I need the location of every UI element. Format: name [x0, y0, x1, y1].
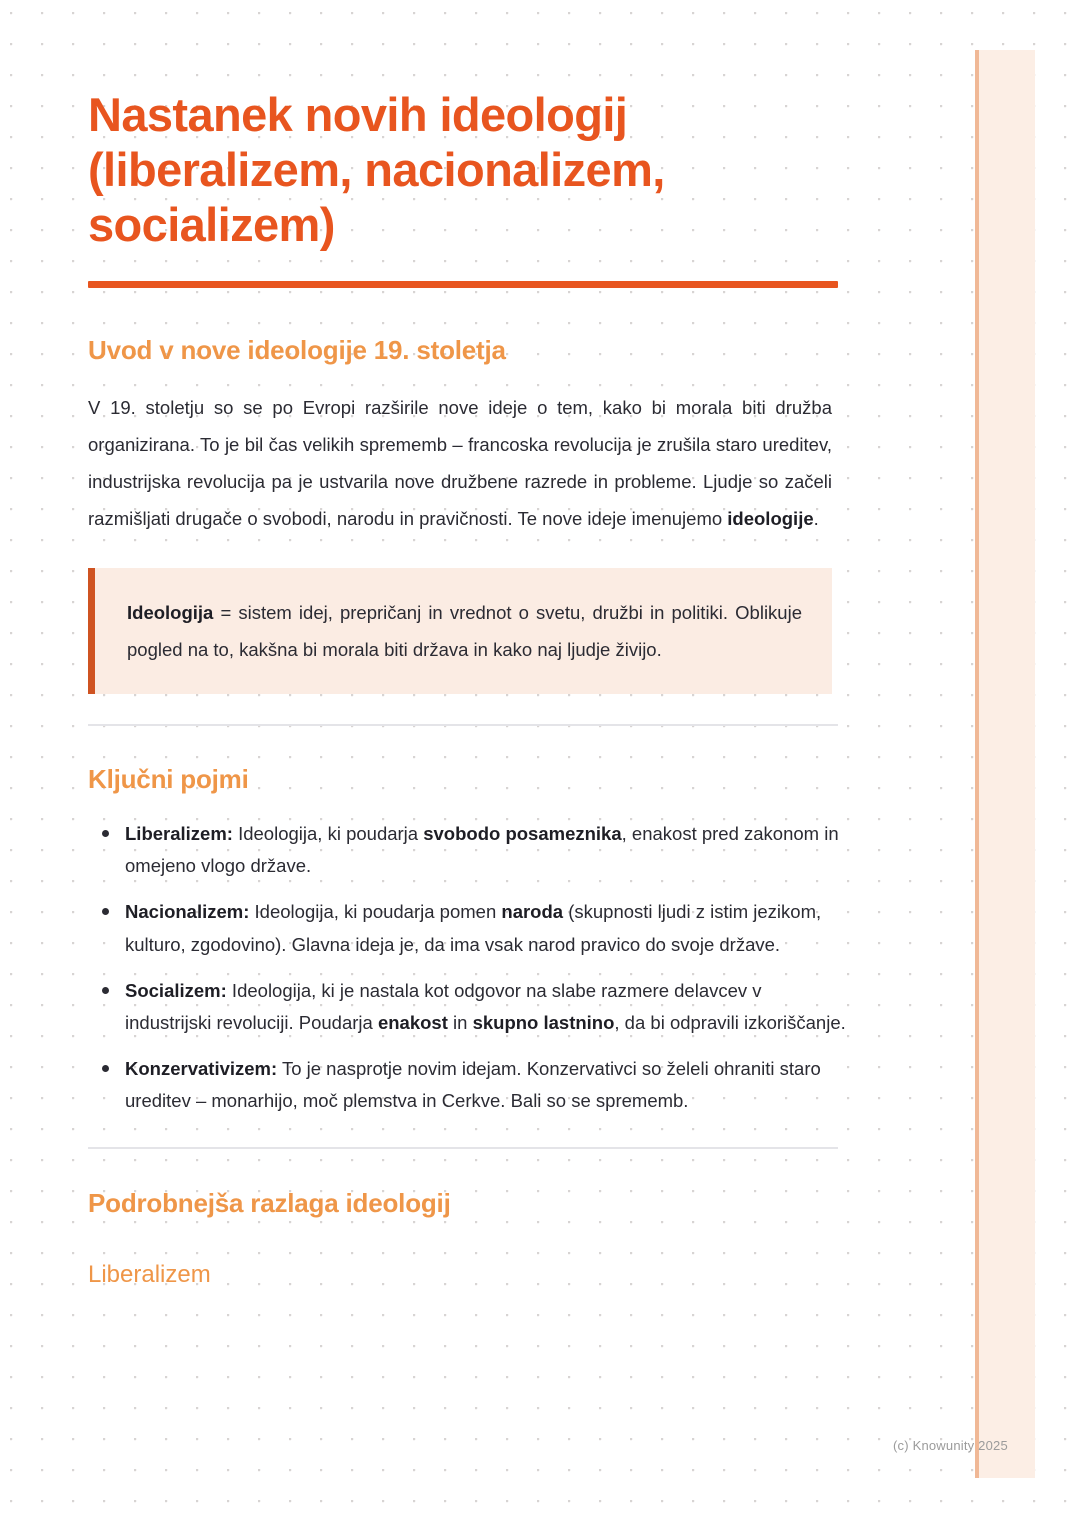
key-terms-list: [88, 818, 848, 1118]
section-heading-intro: Uvod v nove ideologije 19. stoletja: [88, 334, 506, 365]
list-item-text-1: Ideologija, ki poudarja pomen: [249, 901, 502, 923]
definition-term: Ideologija: [127, 602, 214, 624]
list-item-text-3: , da bi odpravili izkoriščanje.: [614, 1011, 846, 1033]
intro-paragraph: [88, 389, 832, 537]
section-heading-detailed: Podrobnejša razlaga ideologij: [88, 1188, 451, 1219]
list-item: [88, 818, 848, 882]
list-item-term: Konzervativizem:: [125, 1058, 278, 1080]
list-item-text-1: Ideologija, ki je nastala kot odgovor na slabe razmere delavcev v industrijski revoluciji. Poudarja: [125, 979, 762, 1033]
bullet-dot-icon: [102, 1065, 109, 1072]
title-rule: [88, 281, 838, 288]
copyright-watermark: (c) Knowunity 2025: [893, 1438, 1008, 1453]
list-item-term: Nacionalizem:: [125, 901, 250, 923]
section-heading-key-terms: Ključni pojmi: [88, 764, 249, 795]
list-item-text-2: in: [447, 1011, 473, 1033]
intro-paragraph-text-1: V 19. stoletju so se po Evropi razširile nove ideje o tem, kako bi morala biti družba organizirana. To je bil čas velikih sprememb – francoska revolucija je zrušila staro ureditev, industrijska revolucija pa je ustvarila nove družbene razrede in probleme. Ljudje so začeli razmišljati drugače o svobodi, narodu in pravičnosti. Te nove ideje imenujemo: [88, 397, 832, 530]
bullet-dot-icon: [102, 908, 109, 915]
bullet-dot-icon: [102, 987, 109, 994]
intro-paragraph-bold: ideologije: [727, 508, 814, 530]
list-item: [88, 975, 848, 1039]
list-item-text-2: , enakost pred zakonom in omejeno vlogo države.: [125, 822, 839, 877]
definition-callout: [88, 568, 832, 694]
subsection-heading-liberalizem: Liberalizem: [88, 1260, 211, 1288]
bullet-dot-icon: [102, 830, 109, 837]
definition-callout-text: [127, 594, 802, 668]
list-item-text-2: (skupnosti ljudi z istim jezikom, kulturo, zgodovino). Glavna ideja je, da ima vsak narod pravico do svoje države.: [125, 901, 822, 955]
decorative-edge-strip: [975, 50, 1035, 1478]
intro-paragraph-text-2: .: [813, 508, 819, 530]
page-title: Nastanek novih ideologij (liberalizem, nacionalizem, socializem): [88, 88, 665, 251]
list-item: [88, 1053, 848, 1117]
list-item-term: Socializem:: [125, 979, 227, 1001]
list-item-text-1: To je nasprotje novim idejam. Konzervativci so želeli ohraniti staro ureditev – monarhijo, moč plemstva in Cerkve. Bali so se sprememb.: [125, 1058, 821, 1112]
section-divider-2: [88, 1147, 838, 1149]
list-item-term: Liberalizem:: [125, 822, 233, 844]
list-item-text-1: Ideologija, ki poudarja: [232, 822, 424, 844]
list-item-bold-2: skupno lastnino: [472, 1011, 615, 1033]
list-item-bold-1: naroda: [501, 901, 564, 923]
list-item: [88, 896, 848, 960]
list-item-bold-1: svobodo posameznika: [423, 822, 622, 844]
section-divider-1: [88, 724, 838, 726]
list-item-bold-1: enakost: [377, 1011, 448, 1033]
definition-body: = sistem idej, prepričanj in vrednot o svetu, družbi in politiki. Oblikuje pogled na to, kakšna bi morala biti država in kako naj ljudje živijo.: [127, 602, 802, 661]
